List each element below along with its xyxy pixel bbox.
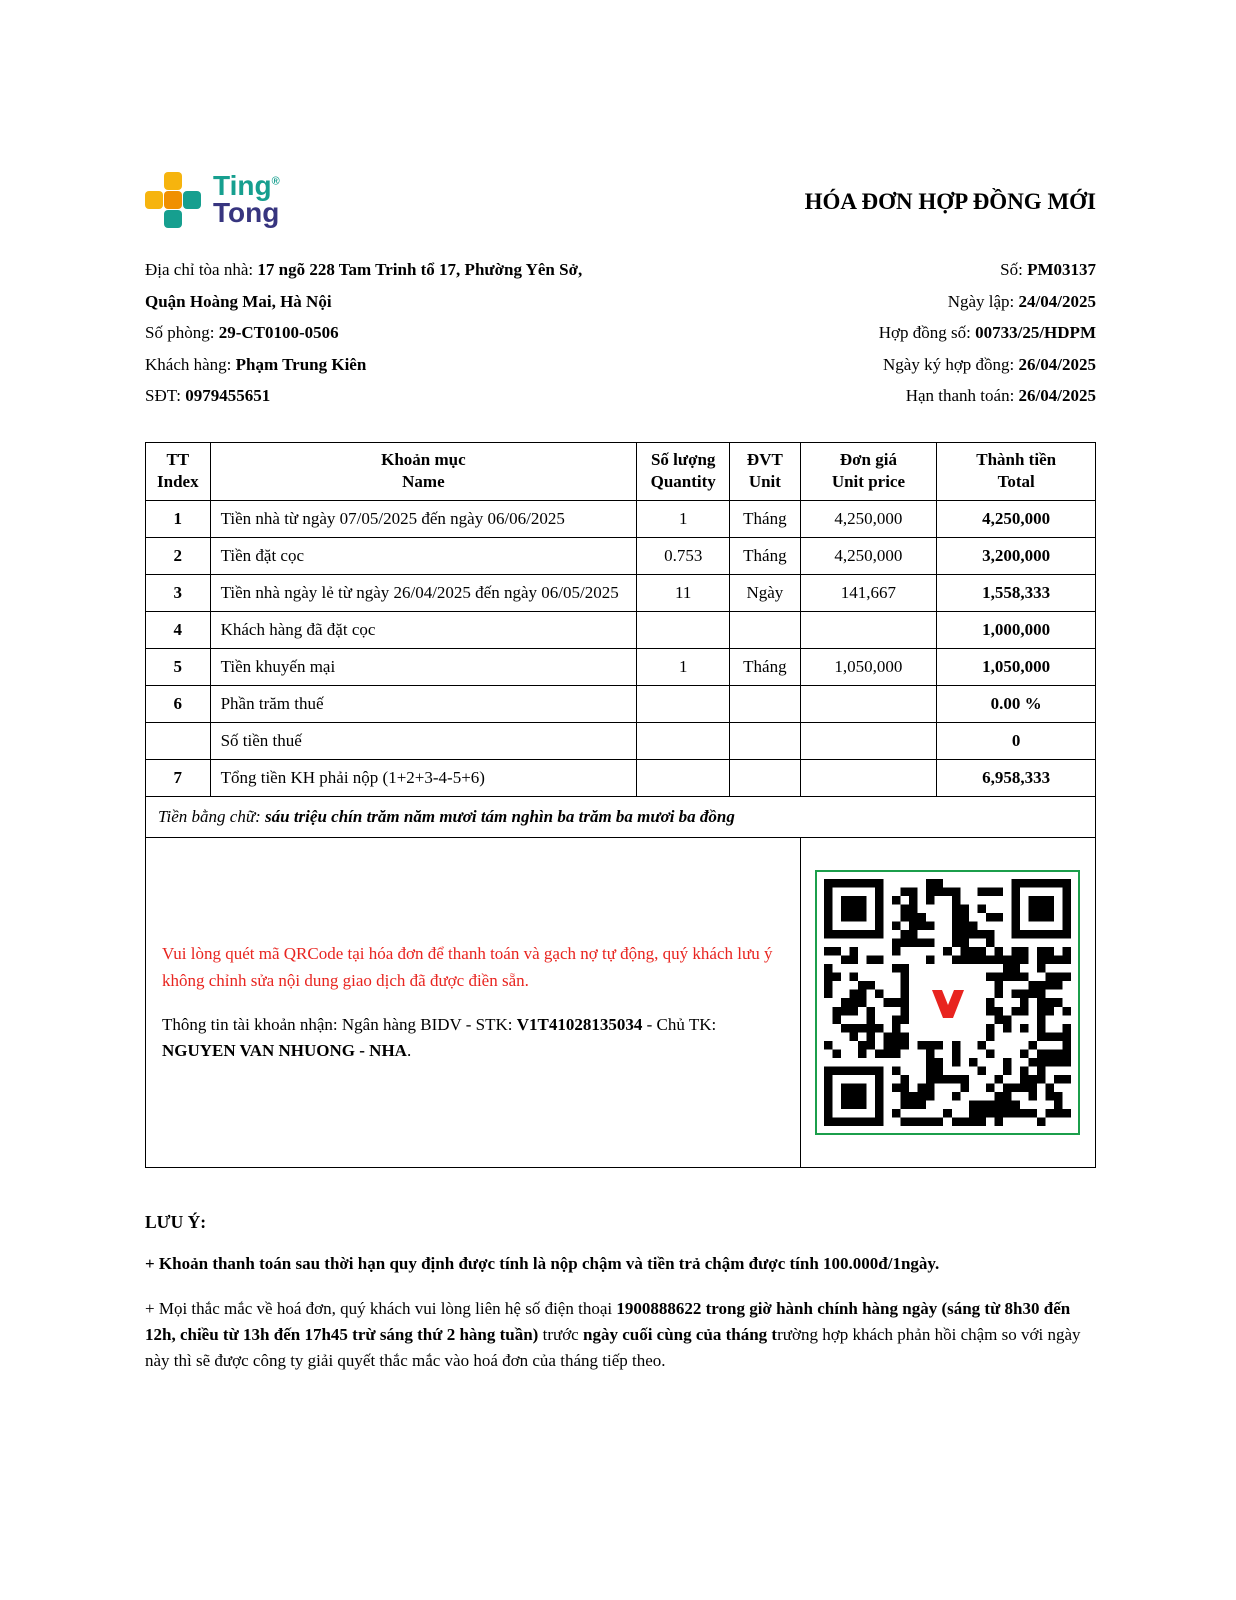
col-unit: ĐVT Unit (730, 442, 800, 501)
table-row: 1 Tiền nhà từ ngày 07/05/2025 đến ngày 06/06/2025 1 Tháng 4,250,000 4,250,000 (146, 501, 1096, 538)
table-row: 6 Phần trăm thuế 0.00 % (146, 686, 1096, 723)
item-name: Tiền đặt cọc (210, 538, 637, 575)
col-quantity: Số lượng Quantity (637, 442, 730, 501)
logo-wordmark: Ting® Tong (213, 170, 280, 228)
room-number: Số phòng: 29-CT0100-0506 (145, 323, 339, 342)
qr-code (815, 870, 1080, 1135)
item-name: Khách hàng đã đặt cọc (210, 612, 637, 649)
bank-account-info: Thông tin tài khoản nhận: Ngân hàng BIDV - STK: V1T41028135034 - Chủ TK: NGUYEN VAN NHUONG - NHA. (162, 1014, 717, 1061)
table-row: 3 Tiền nhà ngày lẻ từ ngày 26/04/2025 đến ngày 06/05/2025 11 Ngày 141,667 1,558,333 (146, 575, 1096, 612)
building-address-line2: Quận Hoàng Mai, Hà Nội (145, 291, 332, 311)
payment-instructions (146, 838, 801, 1168)
customer-name: Khách hàng: Phạm Trung Kiên (145, 354, 367, 374)
qr-warning-note: Vui lòng quét mã QRCode tại hóa đơn để thanh toán và gạch nợ tự động, quý khách lưu ý không chỉnh sửa nội dung giao dịch đã được điền sẵn. (162, 944, 773, 990)
item-name: Phần trăm thuế (210, 686, 637, 723)
vietqr-logo-icon (920, 975, 976, 1031)
payment-row (146, 838, 1096, 1168)
item-name: Số tiền thuế (210, 723, 637, 760)
brand-logo (145, 172, 280, 228)
col-index: TT Index (146, 442, 211, 501)
item-name: Tiền nhà ngày lẻ từ ngày 26/04/2025 đến ngày 06/05/2025 (210, 575, 637, 612)
invoice-meta (879, 254, 1096, 412)
items-table (145, 442, 1096, 1169)
table-row: 5 Tiền khuyến mại 1 Tháng 1,050,000 1,050,000 (146, 649, 1096, 686)
late-fee-note: + Khoản thanh toán sau thời hạn quy định được tính là nộp chậm và tiền trả chậm được tính 100.000đ/1ngày. (145, 1254, 940, 1274)
invoice-number: Số: PM03137 (1000, 260, 1096, 279)
customer-phone: SĐT: 0979455651 (145, 386, 271, 405)
amount-in-words-row (146, 797, 1096, 838)
table-header (146, 442, 1096, 501)
item-name: Tiền khuyến mại (210, 649, 637, 686)
table-row: Số tiền thuế 0 (146, 723, 1096, 760)
notes-section (145, 1212, 1096, 1374)
notes-heading: LƯU Ý: (145, 1212, 207, 1233)
payment-due-date: Hạn thanh toán: 26/04/2025 (905, 386, 1096, 405)
table-row: 7 Tổng tiền KH phải nộp (1+2+3-4-5+6) 6,958,333 (146, 760, 1096, 797)
table-row: 2 Tiền đặt cọc 0.753 Tháng 4,250,000 3,200,000 (146, 538, 1096, 575)
col-total: Thành tiền Total (937, 442, 1096, 501)
contract-number: Hợp đồng số: 00733/25/HDPM (878, 323, 1096, 342)
tingtong-plus-icon (145, 172, 201, 228)
qr-cell (800, 838, 1095, 1168)
issue-date: Ngày lập: 24/04/2025 (947, 291, 1096, 311)
invoice-info (145, 254, 1096, 412)
item-name: Tổng tiền KH phải nộp (1+2+3-4-5+6) (210, 760, 637, 797)
col-name: Khoản mục Name (210, 442, 637, 501)
header (145, 172, 1096, 228)
amount-in-words: Tiền bằng chữ: sáu triệu chín trăm năm mươi tám nghìn ba trăm ba mươi ba đồng (146, 797, 1096, 838)
support-note: + Mọi thắc mắc về hoá đơn, quý khách vui lòng liên hệ số điện thoại 1900888622 trong giờ hành chính hàng ngày (sáng từ 8h30 đến 12h, chiều từ 13h đến 17h45 trừ sáng thứ 2 hàng tuần) trước ngày cuối cùng của tháng trường hợp khách phản hồi chậm so với ngày này thì sẽ được công ty giải quyết thắc mắc vào hoá đơn của tháng tiếp theo. (145, 1298, 1081, 1371)
item-name: Tiền nhà từ ngày 07/05/2025 đến ngày 06/06/2025 (210, 501, 637, 538)
building-address: Địa chỉ tòa nhà: 17 ngõ 228 Tam Trinh tổ 17, Phường Yên Sở, (145, 260, 583, 279)
invoice-title: HÓA ĐƠN HỢP ĐỒNG MỚI (804, 189, 1096, 214)
table-row: 4 Khách hàng đã đặt cọc 1,000,000 (146, 612, 1096, 649)
contract-sign-date: Ngày ký hợp đồng: 26/04/2025 (883, 354, 1096, 374)
customer-info (145, 254, 582, 412)
col-unit-price: Đơn giá Unit price (800, 442, 937, 501)
